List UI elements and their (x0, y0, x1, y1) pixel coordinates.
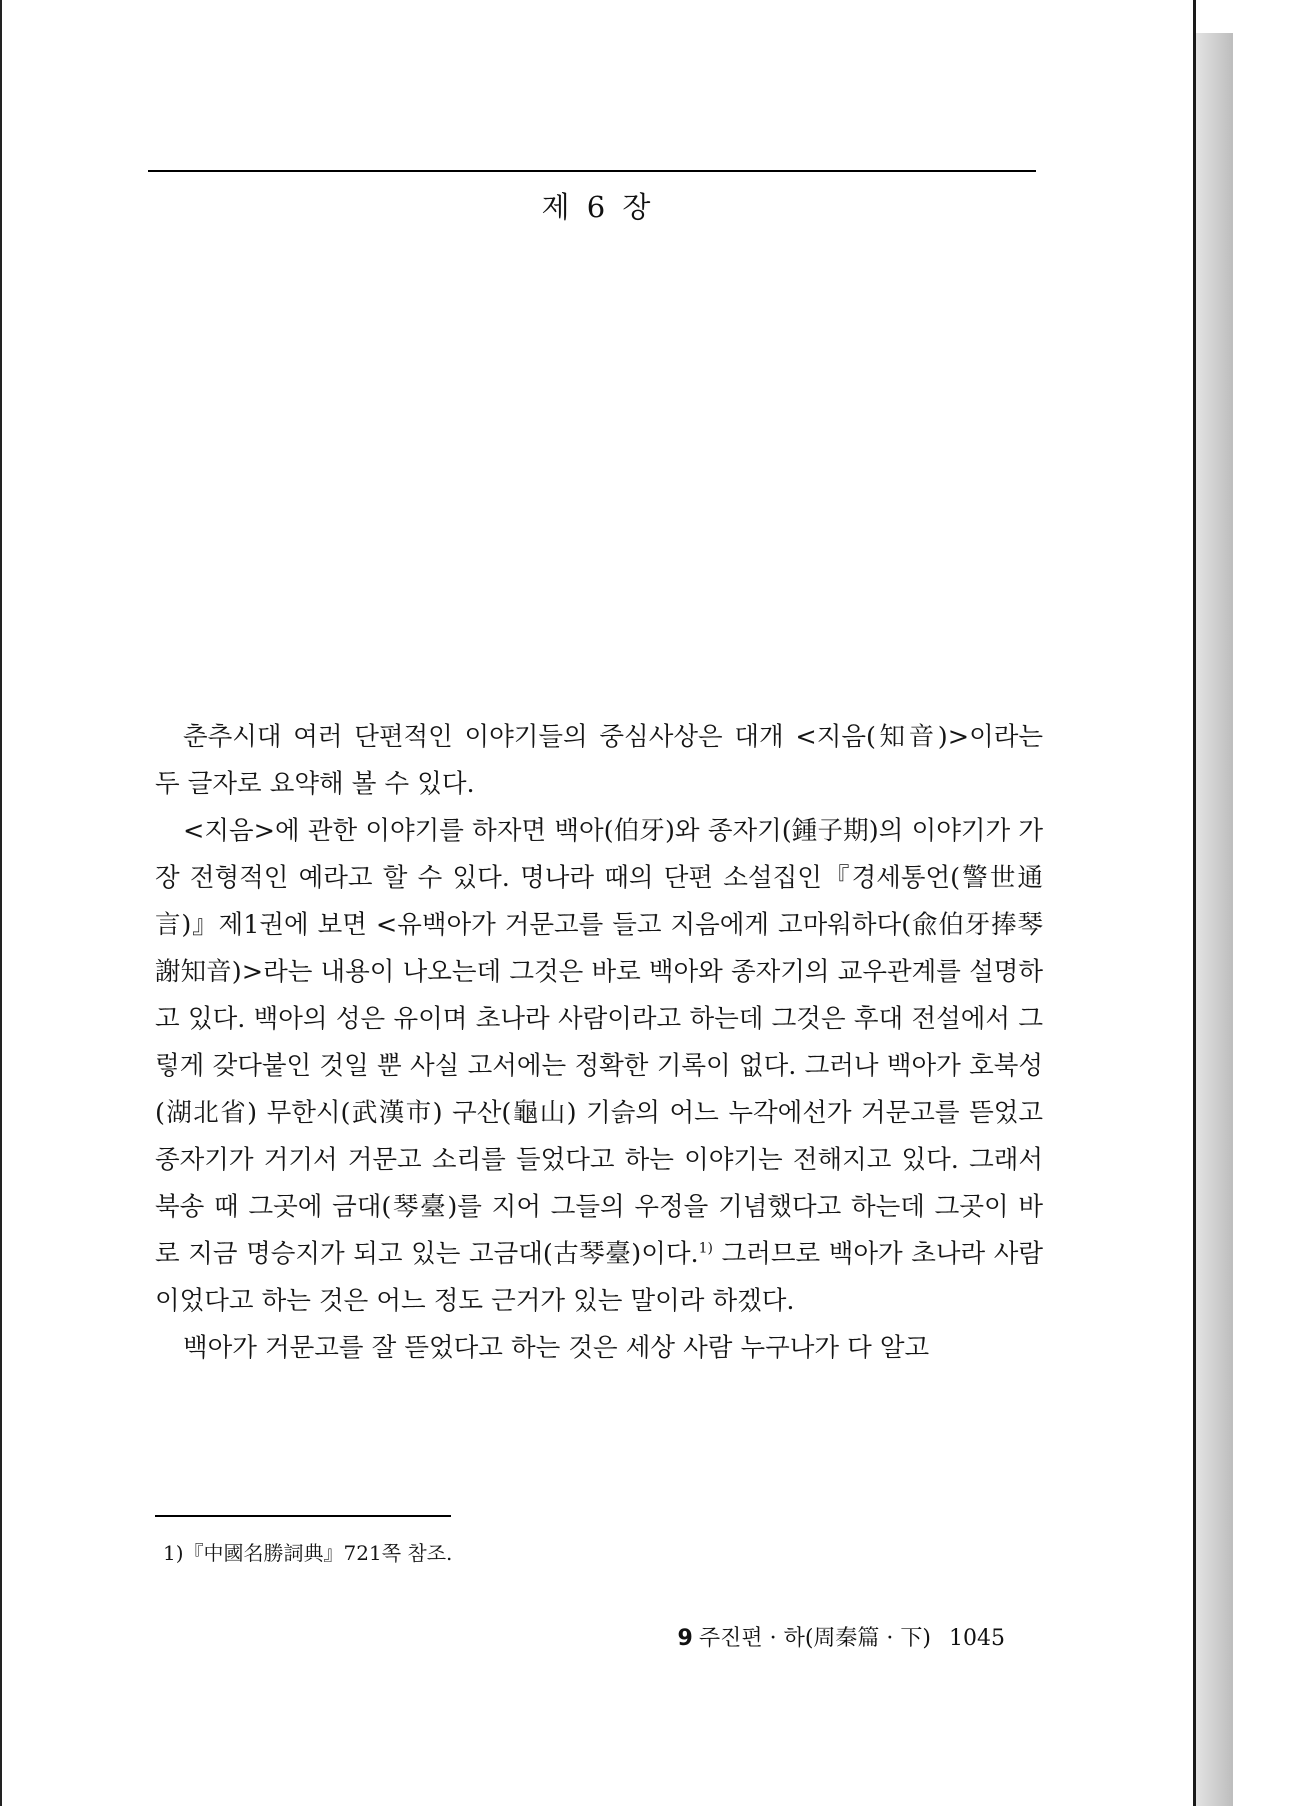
chapter-rule (148, 170, 1036, 172)
paragraph-1: 춘추시대 여러 단편적인 이야기들의 중심사상은 대개 <지음(知音)>이라는 두 글자로 요약해 볼 수 있다. (155, 722, 1043, 799)
page-border (0, 0, 2, 1806)
footnote: 1)『中國名勝詞典』721쪽 참조. (163, 1541, 453, 1565)
running-footer (678, 1621, 1005, 1652)
paragraph-2 (155, 808, 1043, 1325)
footnote-reference[interactable]: 1) (698, 1240, 713, 1257)
volume-number: 9 (677, 1626, 693, 1651)
paragraph-2-continuation: 그러므로 백아가 초나라 사람이었다고 하는 것은 어느 정도 근거가 있는 말이라 하겠다. (155, 1239, 1043, 1316)
page-number: 1045 (949, 1626, 1005, 1651)
footnote-rule (155, 1515, 451, 1517)
book-edge (1195, 33, 1233, 1806)
body-text (155, 714, 1043, 1372)
paragraph-3: 백아가 거문고를 잘 뜯었다고 하는 것은 세상 사람 누구나가 다 알고 (183, 1333, 930, 1363)
paragraph-2-text: <지음>에 관한 이야기를 하자면 백아(伯牙)와 종자기(鍾子期)의 이야기가 가장 전형적인 예라고 할 수 있다. 명나라 때의 단편 소설집인『경세통언(警世通言)』제1권에 보면 <유백아가 거문고를 들고 지음에게 고마워하다(兪伯牙捧琴謝知音)>라는 내용이 나오는데 그것은 바로 백아와 종자기의 교우관계를 설명하고 있다. 백아의 성은 유이며 초나라 사람이라고 하는데 그것은 후대 전설에서 그렇게 갖다붙인 것일 뿐 사실 고서에는 정확한 기록이 없다. 그러나 백아가 호북성(湖北省) 무한시(武漢市) 구산(龜山) 기슭의 어느 누각에선가 거문고를 뜯었고 종자기가 거기서 거문고 소리를 들었다고 하는 이야기는 전해지고 있다. 그래서 북송 때 그곳에 금대(琴臺)를 지어 그들의 우정을 기념했다고 하는데 그곳이 바로 지금 명승지가 되고 있는 고금대(古琴臺)이다. (155, 816, 1043, 1269)
chapter-title: 제 6 장 (541, 190, 655, 224)
running-title: 주진편 · 하(周秦篇 · 下) (698, 1626, 931, 1651)
